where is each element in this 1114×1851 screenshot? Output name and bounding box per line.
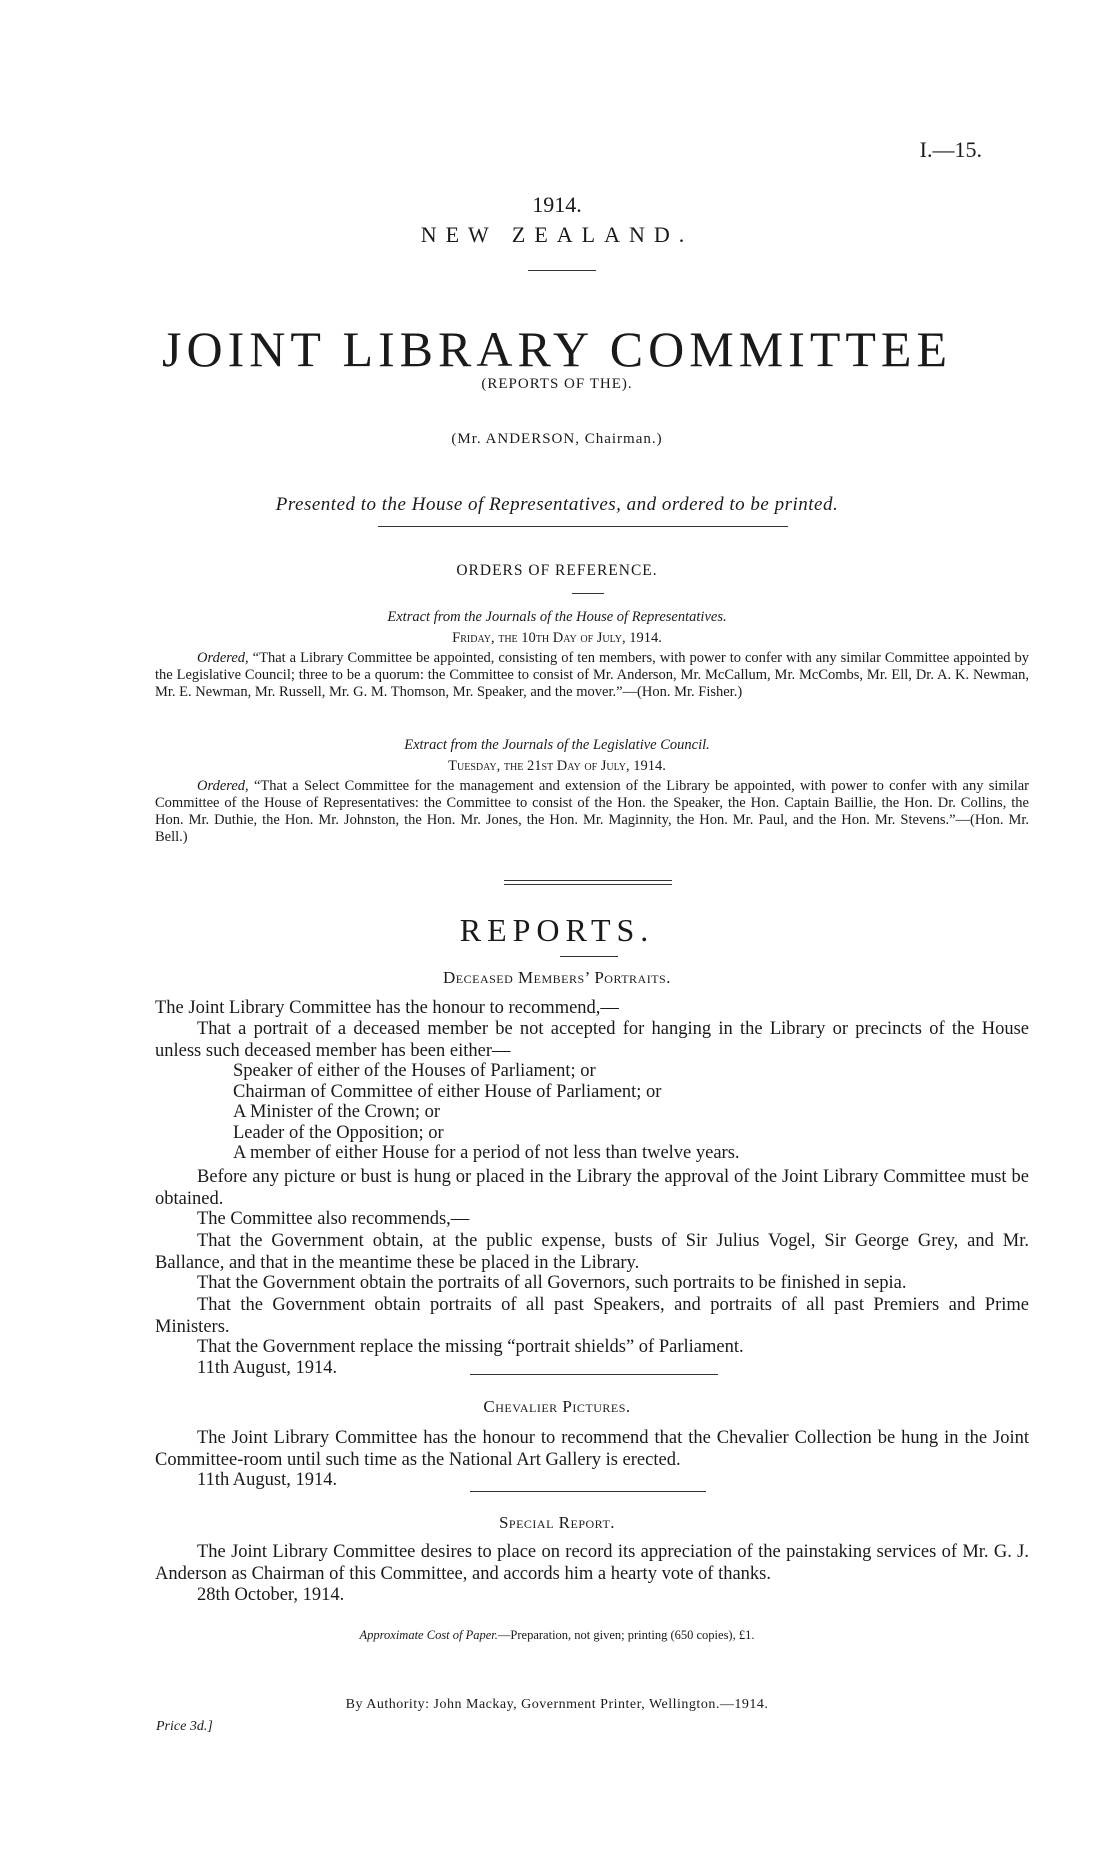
- lc-date: Tuesday, the 21st Day of July, 1914.: [448, 758, 666, 774]
- reports-heading: REPORTS.: [459, 912, 655, 948]
- portraits-heading: Deceased Members’ Portraits.: [443, 968, 671, 987]
- ordered-label: Ordered,: [197, 650, 249, 666]
- portraits-paragraph: That the Government replace the missing “portrait shields” of Parliament.: [197, 1337, 744, 1357]
- orders-heading: ORDERS OF REFERENCE.: [456, 562, 658, 579]
- qualification-list: [233, 1061, 740, 1164]
- portraits-paragraph: That the Government obtain the portraits of all Governors, such portraits to be finished in sepia.: [197, 1273, 907, 1293]
- chairman-note: (Mr. ANDERSON, Chairman.): [451, 431, 663, 447]
- chevalier-paragraph: The Joint Library Committee has the honour to recommend that the Chevalier Collection be hung in the Joint Committee-room until such time as the National Art Gallery is erected.: [155, 1428, 1029, 1470]
- price: Price 3d.]: [156, 1719, 213, 1734]
- divider: [572, 593, 604, 594]
- cost-note: [0, 1628, 1114, 1643]
- portraits-paragraph: That the Government obtain, at the public expense, busts of Sir Julius Vogel, Sir George Grey, and Mr. Ballance, and that in the meantime these be placed in the Library.: [155, 1231, 1029, 1273]
- cost-label: Approximate Cost of Paper.: [359, 1628, 498, 1642]
- divider: [378, 526, 788, 527]
- hr-order-paragraph: [155, 650, 1029, 701]
- divider: [470, 1491, 706, 1492]
- cost-text: —Preparation, not given; printing (650 copies), £1.: [497, 1628, 755, 1642]
- document-subtitle: (REPORTS OF THE).: [481, 376, 633, 392]
- special-report-paragraph: The Joint Library Committee desires to place on record its appreciation of the painstaking services of Mr. G. J. Anderson as Chairman of this Committee, and accords him a hearty vote of thanks.: [155, 1542, 1029, 1584]
- portraits-paragraph: That the Government obtain portraits of all past Speakers, and portraits of all past Premiers and Prime Ministers.: [155, 1295, 1029, 1337]
- report-date: 28th October, 1914.: [197, 1585, 345, 1605]
- portraits-intro: The Joint Library Committee has the honour to recommend,—: [155, 998, 619, 1018]
- ordered-label: Ordered,: [197, 778, 249, 794]
- divider: [470, 1374, 718, 1375]
- lc-extract-heading: Extract from the Journals of the Legislative Council.: [404, 737, 710, 753]
- divider: [528, 270, 596, 271]
- portraits-paragraph: The Committee also recommends,—: [197, 1209, 470, 1229]
- chevalier-heading: Chevalier Pictures.: [483, 1397, 631, 1416]
- report-date: 11th August, 1914.: [197, 1358, 338, 1378]
- report-date: 11th August, 1914.: [197, 1470, 338, 1490]
- document-title: JOINT LIBRARY COMMITTEE: [162, 321, 952, 377]
- list-item: A Minister of the Crown; or: [233, 1102, 441, 1122]
- list-item: Leader of the Opposition; or: [233, 1122, 444, 1143]
- printer-authority: By Authority: John Mackay, Government Printer, Wellington.—1914.: [345, 1697, 769, 1712]
- country: NEW ZEALAND.: [420, 222, 694, 247]
- divider: [560, 956, 618, 957]
- list-item: A member of either House for a period of not less than twelve years.: [233, 1143, 740, 1163]
- hr-extract-heading: Extract from the Journals of the House of Representatives.: [387, 609, 727, 625]
- double-rule-bottom: [504, 884, 672, 885]
- double-rule-top: [504, 880, 672, 881]
- special-report-heading: Special Report.: [498, 1513, 616, 1532]
- lc-order-text: “That a Select Committee for the management and extension of the Library be appointed, with power to confer with any similar Committee of the House of Representatives: the Committee to consist of the Hon. the Speaker, the Hon. Captain Baillie, the Hon. Dr. Collins, the Hon. Mr. Duthie, the Hon. Mr. Johnston, the Hon. Mr. Jones, the Hon. Mr. Maginnity, the Hon. Mr. Paul, and the Hon. Mr. Stevens.”—(Hon. Mr. Bell.): [155, 778, 1029, 845]
- presented-note: Presented to the House of Representatives, and ordered to be printed.: [275, 494, 839, 515]
- portraits-paragraph: Before any picture or bust is hung or placed in the Library the approval of the Joint Library Committee must be obtained.: [155, 1167, 1029, 1209]
- hr-date: Friday, the 10th Day of July, 1914.: [452, 630, 662, 646]
- page-reference: I.—15.: [919, 137, 982, 162]
- year: 1914.: [532, 192, 582, 217]
- list-item: Speaker of either of the Houses of Parliament; or: [233, 1061, 596, 1081]
- hr-order-text: “That a Library Committee be appointed, consisting of ten members, with power to confer with any similar Committee appointed by the Legislative Council; three to be a quorum: the Committee to consist of Mr. Anderson, Mr. McCallum, Mr. McCombs, Mr. Ell, Dr. A. K. Newman, Mr. E. Newman, Mr. Russell, Mr. G. M. Thomson, Mr. Speaker, and the mover.”—(Hon. Mr. Fisher.): [155, 650, 1029, 700]
- portraits-paragraph: That a portrait of a deceased member be not accepted for hanging in the Library or precincts of the House unless such deceased member has been either—: [155, 1019, 1029, 1061]
- lc-order-paragraph: [155, 778, 1029, 846]
- list-item: Chairman of Committee of either House of Parliament; or: [233, 1081, 662, 1102]
